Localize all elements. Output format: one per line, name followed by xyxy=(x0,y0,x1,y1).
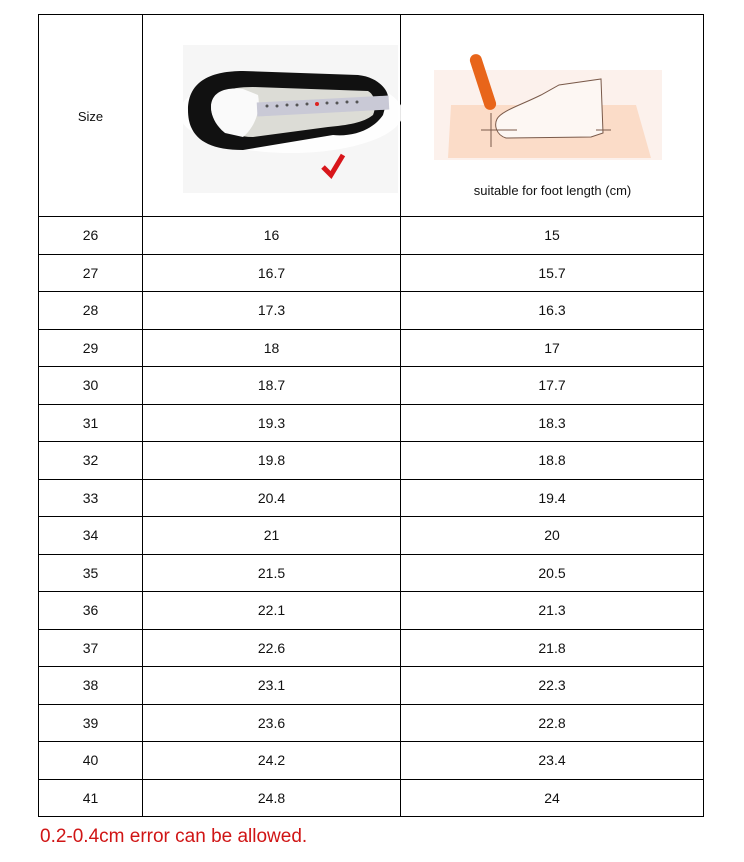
tolerance-note: 0.2-0.4cm error can be allowed. xyxy=(40,826,308,847)
cell-insole: 24.8 xyxy=(143,779,401,817)
cell-insole: 23.6 xyxy=(143,704,401,742)
cell-foot: 23.4 xyxy=(401,742,704,780)
cell-size: 41 xyxy=(39,779,143,817)
table-row xyxy=(39,742,704,780)
foot-measure-image xyxy=(401,15,704,216)
cell-foot: 21.8 xyxy=(401,629,704,667)
cell-foot: 22.3 xyxy=(401,667,704,705)
cell-size: 38 xyxy=(39,667,143,705)
cell-size: 34 xyxy=(39,517,143,555)
table-row xyxy=(39,404,704,442)
cell-foot: 22.8 xyxy=(401,704,704,742)
cell-size: 31 xyxy=(39,404,143,442)
cell-foot: 15 xyxy=(401,217,704,255)
table-row xyxy=(39,442,704,480)
cell-size: 29 xyxy=(39,329,143,367)
foot-length-header-label: suitable for foot length (cm) xyxy=(473,183,632,198)
table-row xyxy=(39,479,704,517)
cell-foot: 17.7 xyxy=(401,367,704,405)
cell-insole: 16 xyxy=(143,217,401,255)
cell-size: 37 xyxy=(39,629,143,667)
cell-size: 32 xyxy=(39,442,143,480)
cell-foot: 18.8 xyxy=(401,442,704,480)
size-chart-table xyxy=(38,14,704,817)
cell-insole: 23.1 xyxy=(143,667,401,705)
cell-foot: 16.3 xyxy=(401,292,704,330)
cell-insole: 16.7 xyxy=(143,254,401,292)
cell-foot: 20 xyxy=(401,517,704,555)
table-row xyxy=(39,779,704,817)
cell-size: 33 xyxy=(39,479,143,517)
header-foot-cell xyxy=(401,15,704,217)
cell-insole: 17.3 xyxy=(143,292,401,330)
cell-foot: 20.5 xyxy=(401,554,704,592)
header-row xyxy=(39,15,704,217)
cell-size: 27 xyxy=(39,254,143,292)
table-row xyxy=(39,704,704,742)
cell-insole: 19.3 xyxy=(143,404,401,442)
cell-size: 39 xyxy=(39,704,143,742)
cell-size: 26 xyxy=(39,217,143,255)
shoe-insole-image xyxy=(143,15,401,216)
cell-insole: 18 xyxy=(143,329,401,367)
cell-insole: 18.7 xyxy=(143,367,401,405)
cell-size: 28 xyxy=(39,292,143,330)
table-row xyxy=(39,517,704,555)
cell-insole: 24.2 xyxy=(143,742,401,780)
header-insole-cell xyxy=(143,15,401,217)
table-row xyxy=(39,629,704,667)
cell-insole: 22.1 xyxy=(143,592,401,630)
cell-size: 40 xyxy=(39,742,143,780)
cell-size: 36 xyxy=(39,592,143,630)
cell-insole: 20.4 xyxy=(143,479,401,517)
header-size-cell xyxy=(39,15,143,217)
cell-size: 30 xyxy=(39,367,143,405)
cell-foot: 15.7 xyxy=(401,254,704,292)
cell-foot: 19.4 xyxy=(401,479,704,517)
cell-foot: 24 xyxy=(401,779,704,817)
table-row xyxy=(39,292,704,330)
cell-foot: 21.3 xyxy=(401,592,704,630)
table-row xyxy=(39,254,704,292)
cell-foot: 18.3 xyxy=(401,404,704,442)
cell-insole: 21 xyxy=(143,517,401,555)
cell-foot: 17 xyxy=(401,329,704,367)
cell-insole: 19.8 xyxy=(143,442,401,480)
cell-insole: 21.5 xyxy=(143,554,401,592)
cell-size: 35 xyxy=(39,554,143,592)
table-row xyxy=(39,217,704,255)
cell-insole: 22.6 xyxy=(143,629,401,667)
table-row xyxy=(39,667,704,705)
table-row xyxy=(39,329,704,367)
table-row xyxy=(39,592,704,630)
table-row xyxy=(39,367,704,405)
size-header-label: Size xyxy=(77,108,104,124)
table-row xyxy=(39,554,704,592)
